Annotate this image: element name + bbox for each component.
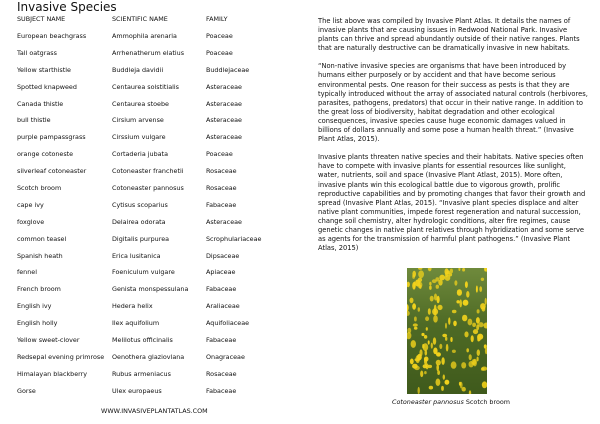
broom-flower [436,364,439,371]
subject-name-cell: Tall oatgrass [17,48,57,57]
broom-flower [433,337,436,344]
table-row [17,66,286,83]
broom-flower [441,357,444,365]
family-cell: Poaceae [206,150,233,159]
subject-name-cell: Spanish heath [17,251,63,260]
page-title: Invasive Species [17,0,117,14]
broom-flower [416,355,420,363]
broom-flower [425,316,429,321]
scientific-name-cell: Cirsium arvense [112,116,164,125]
table-row [17,319,286,336]
broom-flower [430,296,434,302]
broom-flower [478,322,483,327]
broom-flower [414,327,418,330]
flower-illustration [407,268,487,394]
broom-flower [452,310,457,313]
scotch-broom-photo [407,268,487,394]
broom-flower [479,286,482,292]
broom-flower [459,299,462,307]
family-cell: Rosaceae [206,184,237,193]
family-cell: Dipsaceae [206,251,240,260]
broom-flower [453,321,457,327]
broom-flower [466,291,469,298]
broom-flower [477,309,480,313]
broom-flower [428,308,431,315]
broom-flower [432,279,437,283]
paragraph-quote: “Non-native invasive species are organisms that have been introduced by humans either purposely or by accident and that have become serious environmental pests. One reason for their success as pests is that they are typically introduced without the array of associated natural controls (herbivores, parasites, pathogens, predators) that occur in their native range. In addition to the great loss of biodiversity, habitat degradation and other ecological consequences, invasive species cause huge economic damages valued in billions of dollars annually and some pose a human health threat.” (Invasive Plant Atlas, 2015). [318,62,588,144]
family-cell: Rosaceae [206,167,237,176]
broom-flower [457,289,462,296]
broom-flower [450,337,452,342]
broom-flower [412,364,418,369]
broom-flower [484,344,487,348]
description-text [318,17,588,262]
scientific-name-cell: Cortaderia jubata [112,150,168,159]
family-cell: Asteraceae [206,133,242,142]
broom-flower [463,300,469,306]
family-cell: Asteraceae [206,217,242,226]
broom-flower [418,268,422,270]
photo-caption [392,398,522,406]
broom-flower [437,296,440,304]
table-row [17,133,286,150]
broom-flower [477,334,481,341]
subject-name-cell: cape ivy [17,200,44,209]
scientific-name-cell: Centaurea stoebe [112,99,169,108]
broom-flower [468,319,473,326]
broom-flower [433,348,437,355]
subject-name-cell: French broom [17,285,61,294]
scientific-name-cell: Arrhenatherum elatius [112,48,185,57]
broom-flower [472,323,476,327]
broom-flower [462,268,465,272]
broom-flower [485,348,487,354]
table-row [17,150,286,167]
scientific-name-cell: Hedera helix [112,302,153,311]
broom-flower [473,329,478,334]
broom-flower [451,361,457,368]
subject-name-cell: silverleaf cotoneaster [17,167,87,176]
table-row [17,387,286,404]
broom-flower [407,328,411,334]
column-header-family: FAMILY [206,15,228,23]
broom-flower [458,268,460,271]
broom-flower [438,279,442,285]
broom-flower [471,335,474,342]
scientific-name-cell: Digitalis purpurea [112,234,170,243]
scientific-name-cell: Genista monspessulana [112,285,189,294]
family-cell: Asteraceae [206,82,242,91]
broom-flower [445,337,447,341]
table-row [17,370,286,387]
website-url: WWW.INVASIVEPLANTATLAS.COM [101,407,208,415]
broom-flower [432,308,438,315]
subject-name-cell: Spotted knapweed [17,82,77,91]
broom-flower [439,344,442,349]
family-cell: Poaceae [206,48,233,57]
broom-flower [413,323,418,326]
broom-flower [484,323,488,329]
broom-flower [446,344,449,352]
subject-name-cell: orange cotoneste [17,150,74,159]
table-row [17,218,286,235]
broom-flower [428,268,432,271]
family-cell: Fabaceae [206,200,237,209]
subject-name-cell: fennel [17,268,37,277]
family-cell: Apiaceae [206,268,236,277]
broom-flower [407,282,410,288]
family-cell: Poaceae [206,32,233,40]
column-header-scientific-name: SCIENTIFIC NAME [112,15,168,23]
subject-name-cell: Canada thistle [17,99,64,108]
table-row [17,201,286,218]
subject-name-cell: Yellow starthistle [17,65,71,74]
subject-name-cell: foxglove [17,217,45,226]
broom-flower [421,333,424,336]
scientific-name-cell: Ammophila arenaria [112,32,177,40]
broom-flower [431,343,433,349]
family-cell: Fabaceae [206,386,237,395]
broom-flower [464,331,468,337]
broom-flower [454,280,457,285]
broom-flower [423,364,428,368]
broom-flower [482,381,487,388]
broom-flower [445,380,450,385]
scientific-name-cell: Melilotus officinalis [112,336,173,345]
table-row [17,83,286,100]
broom-flower [436,379,441,386]
scientific-name-cell: Ulex europaeus [112,386,162,395]
broom-flower [445,323,447,329]
scientific-name-cell: Delairea odorata [112,217,166,226]
broom-flower [442,334,447,337]
broom-flower [414,317,417,322]
broom-flower [456,300,459,303]
table-row [17,32,286,49]
broom-flower [429,386,433,390]
scientific-name-cell: Rubus armeniacus [112,369,171,378]
broom-flower [410,359,414,365]
scientific-name-cell: Buddleja davidii [112,65,164,74]
family-cell: Fabaceae [206,285,237,294]
broom-flower [424,357,429,362]
table-row [17,167,286,184]
table-row [17,116,286,133]
broom-flower [465,281,468,288]
broom-flower [412,303,416,309]
broom-flower [441,386,444,391]
broom-flower [424,335,427,339]
subject-name-cell: Scotch broom [17,184,62,193]
broom-flower [462,387,466,392]
column-header-subject-name: SUBJECT NAME [17,15,66,23]
subject-name-cell: English ivy [17,302,52,311]
broom-flower [411,340,416,348]
scientific-name-cell: Centaurea solstitialis [112,82,179,91]
broom-flower [418,307,420,312]
broom-flower [407,311,410,316]
broom-flower [480,303,486,309]
family-cell: Asteraceae [206,99,242,108]
broom-flower [436,285,439,289]
table-header-row [17,15,286,32]
scientific-name-cell: Cirssium vulgare [112,133,166,142]
broom-flower [448,273,452,277]
broom-flower [448,317,450,324]
broom-flower [437,305,442,310]
table-row [17,285,286,302]
broom-flower [452,350,456,353]
table-row [17,49,286,66]
paragraph-intro: The list above was compiled by Invasive Plant Atlas. It details the names of invasive plants that are causing issues in Redwood National Park. Invasive plants can thrive and spread abundantly outside of their native ranges. Plants that are naturally destructive can be dramatically invasive in new habitats. [318,17,580,53]
scientific-name-cell: Cotoneaster pannosus [112,184,184,193]
broom-flower [418,270,424,278]
broom-flower [407,304,409,311]
broom-flower [450,269,453,274]
subject-name-cell: Himalayan blackberry [17,369,88,378]
broom-flower [410,298,414,304]
broom-flower [469,390,471,394]
table-row [17,252,286,269]
broom-flower [476,286,478,293]
broom-flower [424,371,427,374]
table-row [17,184,286,201]
table-row [17,302,286,319]
subject-name-cell: bull thistle [17,116,51,125]
broom-flower [485,298,487,305]
family-cell: Rosaceae [206,369,237,378]
broom-flower [419,349,422,356]
broom-flower [420,371,423,378]
subject-name-cell: Redsepal evening primrose [17,352,105,361]
table-row [17,268,286,285]
table-row [17,353,286,370]
family-cell: Fabaceae [206,336,237,345]
broom-flower [429,286,432,290]
broom-flower [466,348,469,352]
subject-name-cell: common teasel [17,234,67,243]
broom-flower [460,382,463,389]
caption-common-name: Scotch broom [463,398,511,406]
broom-flower [445,268,449,275]
subject-name-cell: purple pampassgrass [17,133,86,142]
broom-flower [469,361,474,367]
broom-flower [426,327,428,331]
scientific-name-cell: Foeniculum vulgare [112,268,175,277]
scientific-name-cell: Cotoneaster franchetii [112,167,184,176]
table-row [17,336,286,353]
broom-flower [469,354,472,360]
broom-flower [477,357,479,362]
table-row [17,100,286,117]
subject-name-cell: European beachgrass [17,32,87,40]
scientific-name-cell: Oenothera glaziovlana [112,352,185,361]
family-cell: Araliaceae [206,302,240,311]
family-cell: Scrophulariaceae [206,234,262,243]
broom-flower [433,315,438,322]
family-cell: Aquifoliaceae [206,319,250,328]
subject-name-cell: Yellow sweet-clover [17,336,80,345]
paragraph-threats: Invasive plants threaten native species and their habitats. Native species often have to compete with invasive plants for essential resources like sunlight, water, nutrients, soil and space (Invasive Plant Atlast, 2015). More often, invasive plants win this ecological battle due to vigorous growth, prolific reproductive capabilities and by promoting changes that favor their growth and spread (Invasive Plant Atlas, 2015). “Invasive plant species displace and alter native plant communities, impede forest regeneration and natural succession, change soil chemistry, alter hydrologic conditions, alter fire regimes, cause genetic changes in native plant relatives through hybridization and some serve as agents for the transmission of harmful plant pathogens.” (Invasive Plant Atlas, 2015) [318,153,586,253]
scientific-name-cell: Cytisus scoparius [112,200,168,209]
broom-flower [462,315,467,322]
broom-flower [428,340,430,344]
broom-flower [481,367,487,371]
scientific-name-cell: Ilex aquifolium [112,319,160,328]
broom-flower [417,282,422,288]
broom-flower [443,374,445,379]
family-cell: Onagraceae [206,352,245,361]
broom-flower [429,282,431,286]
family-cell: Asteraceae [206,116,242,125]
scientific-name-cell: Erica lusitanica [112,251,161,260]
subject-name-cell: Gorse [17,386,36,395]
species-table-body [17,32,286,404]
broom-flower [461,362,466,368]
table-row [17,235,286,252]
subject-name-cell: English holly [17,319,58,328]
broom-flower [477,349,480,356]
broom-flower [481,278,484,281]
caption-scientific-name: Cotoneaster pannosus [392,398,464,406]
broom-flower [418,387,420,394]
family-cell: Buddlejaceae [206,65,250,74]
species-table [17,15,286,404]
broom-flower [422,344,424,349]
broom-flower [412,274,415,279]
